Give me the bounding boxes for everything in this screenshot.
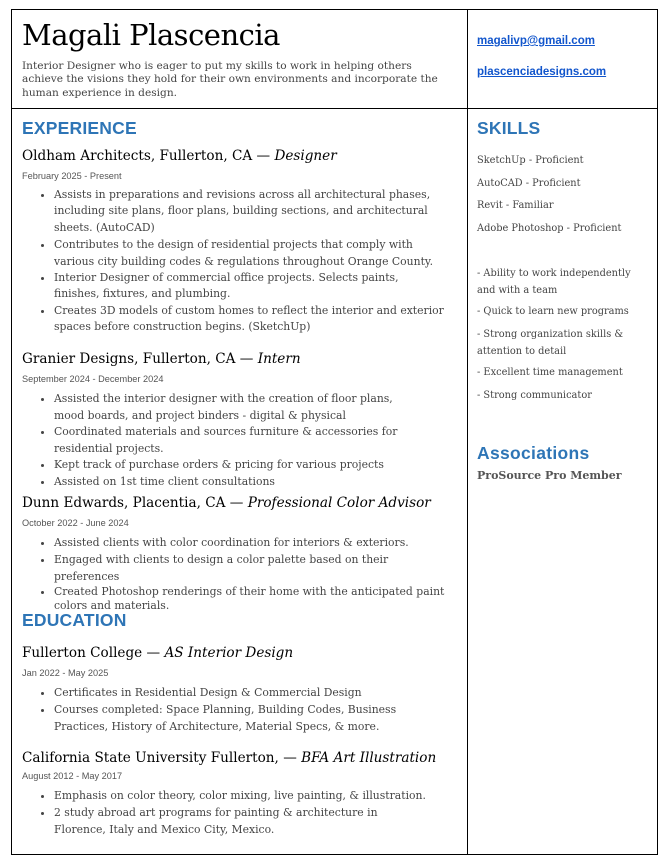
bullet: • Contributes to the design of residential projects that comply with various city building codes & regulations throughout Orange County. — [54, 237, 446, 270]
soft-skill-item: - Quick to learn new programs — [477, 306, 629, 317]
bullet: • Assisted clients with color coordination for interiors & exteriors. — [54, 535, 449, 552]
job-role: Professional Color Advisor — [247, 495, 431, 511]
school-bullets — [36, 685, 449, 735]
column-divider — [467, 9, 468, 855]
bullet: • Interior Designer of commercial office projects. Selects paints, finishes, fixtures, and plumbing. — [54, 270, 446, 303]
border-bottom — [11, 854, 658, 855]
job-dates: September 2024 - December 2024 — [22, 374, 164, 384]
header-divider — [11, 108, 658, 109]
school-org: California State University Fullerton, — [22, 750, 279, 766]
job-org: Oldham Architects, Fullerton, CA — [22, 148, 253, 164]
soft-skill-item: - Strong communicator — [477, 390, 592, 401]
job-org: Granier Designs, Fullerton, CA — [22, 351, 236, 367]
bullet: • Coordinated materials and sources furniture & accessories for residential projects. — [54, 424, 424, 457]
bullet: • Created Photoshop renderings of their home with the anticipated paint colors and materials. — [54, 585, 449, 612]
school-title: California State University Fullerton, — BFA Art Illustration — [22, 750, 437, 766]
bullet: • Creates 3D models of custom homes to reflect the interior and exterior spaces before construction begins. (SketchUp) — [54, 303, 446, 336]
job-dates: October 2022 - June 2024 — [22, 518, 129, 528]
job-title: Granier Designs, Fullerton, CA — Intern — [22, 351, 301, 367]
candidate-name: Magali Plascencia — [22, 18, 280, 52]
job-dates: February 2025 - Present — [22, 171, 122, 181]
soft-skill-item: - Excellent time management — [477, 367, 623, 378]
bullet: • Assists in preparations and revisions across all architectural phases, including site plans, floor plans, building sections, and architectural sheets. (AutoCAD) — [54, 187, 446, 236]
job-bullets — [36, 535, 449, 612]
soft-skill-item: - Ability to work independently and with a team — [477, 268, 631, 296]
school-org: Fullerton College — [22, 645, 143, 661]
school-dates: Jan 2022 - May 2025 — [22, 668, 109, 678]
education-heading: EDUCATION — [22, 610, 127, 630]
job-bullets — [36, 187, 446, 336]
skill-item: AutoCAD - Proficient — [477, 178, 581, 189]
job-title: Oldham Architects, Fullerton, CA — Designer — [22, 148, 337, 164]
skill-item: Revit - Familiar — [477, 200, 554, 211]
soft-skill-item: - Strong organization skills & attention to detail — [477, 329, 624, 357]
job-role: Intern — [257, 351, 301, 367]
summary-text: Interior Designer who is eager to put my skills to work in helping others achieve the visions they hold for their own environments and incorporate the human experience in design. — [22, 60, 438, 99]
bullet: • Assisted on 1st time client consultations — [54, 474, 424, 491]
job-role: Designer — [274, 148, 337, 164]
bullet: • Certificates in Residential Design & Commercial Design — [54, 685, 449, 702]
job-title: Dunn Edwards, Placentia, CA — Professional Color Advisor — [22, 495, 431, 511]
bullet: • 2 study abroad art programs for painting & architecture in Florence, Italy and Mexico City, Mexico. — [54, 805, 429, 839]
bullet: • Emphasis on color theory, color mixing, live painting, & illustration. — [54, 788, 429, 805]
bullet: • Courses completed: Space Planning, Building Codes, Business Practices, History of Architecture, Material Specs, & more. — [54, 702, 449, 736]
skills-heading: SKILLS — [477, 118, 541, 138]
school-bullets — [36, 788, 429, 838]
experience-heading: EXPERIENCE — [22, 118, 137, 138]
associations-heading: Associations — [477, 443, 590, 463]
skill-item: SketchUp - Proficient — [477, 155, 584, 166]
school-degree: AS Interior Design — [164, 645, 294, 661]
border-left — [11, 9, 12, 855]
website-link[interactable]: plascenciadesigns.com — [477, 66, 607, 78]
bullet: • Engaged with clients to design a color palette based on their preferences — [54, 552, 449, 586]
border-right — [657, 9, 658, 855]
association-item: ProSource Pro Member — [477, 469, 622, 482]
job-org: Dunn Edwards, Placentia, CA — [22, 495, 226, 511]
email-link[interactable]: magalivp@gmail.com — [477, 35, 595, 47]
skill-item: Adobe Photoshop - Proficient — [477, 223, 622, 234]
bullet: • Assisted the interior designer with the creation of floor plans, mood boards, and project binders - digital & physical — [54, 391, 424, 424]
border-top — [11, 9, 658, 10]
school-dates: August 2012 - May 2017 — [22, 771, 123, 781]
job-bullets — [36, 391, 424, 491]
school-title: Fullerton College — AS Interior Design — [22, 645, 294, 661]
school-degree: BFA Art Illustration — [301, 750, 437, 766]
bullet: • Kept track of purchase orders & pricing for various projects — [54, 457, 424, 474]
